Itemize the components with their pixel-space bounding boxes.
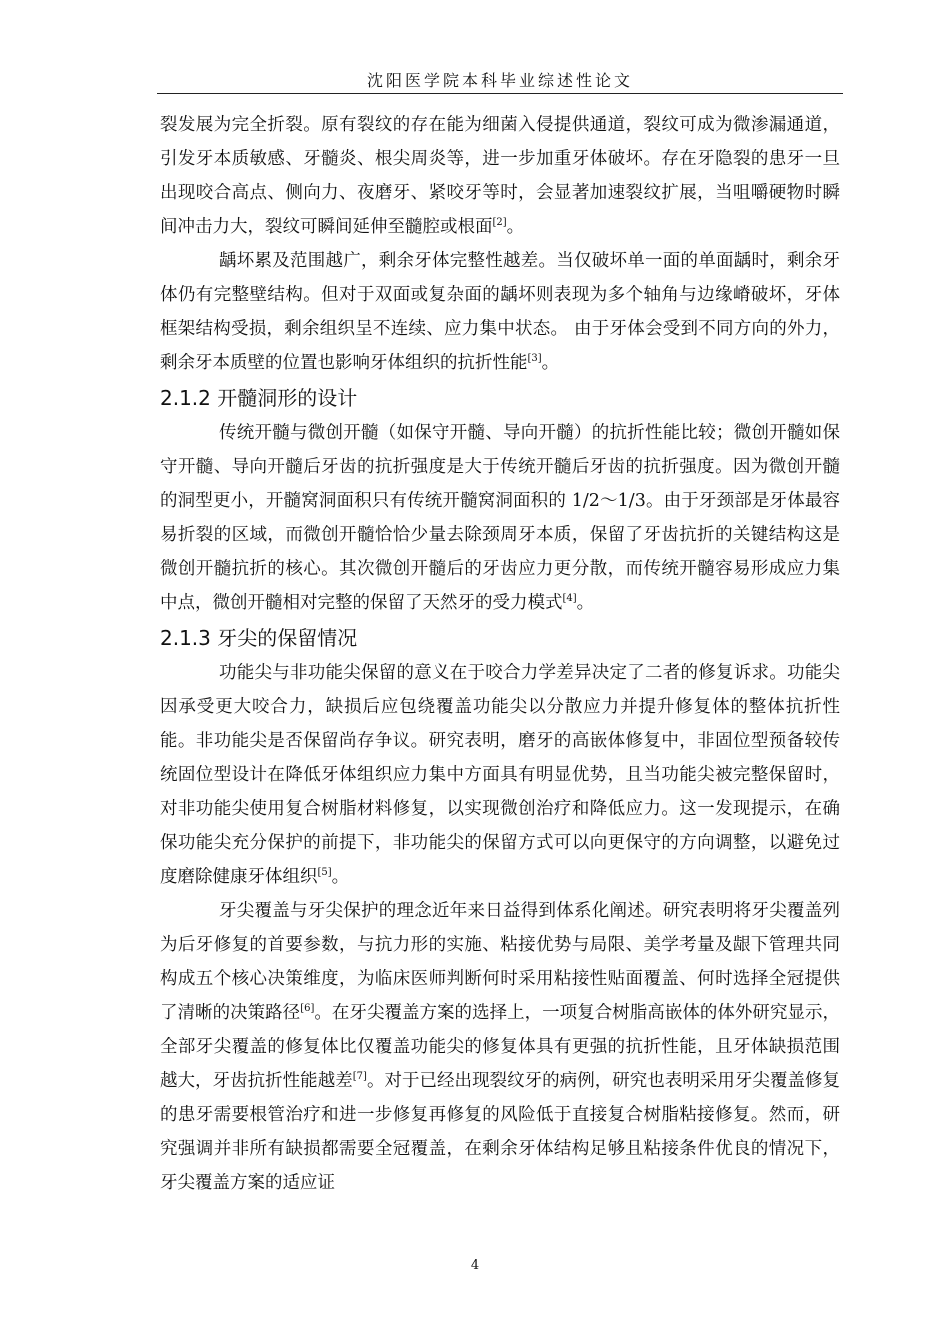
paragraph-text: 龋坏累及范围越广，剩余牙体完整性越差。当仅破坏单一面的单面龋时，剩余牙体仍有完整壁结构。但对于双面或复杂面的龋坏则表现为多个轴角与边缘嵴破坏，牙体框架结构受损，剩余组织呈不连续、应力集中状态。 由于牙体会受到不同方向的外力，剩余牙本质壁的位置也影响牙体组织的抗折性能 [160,251,840,373]
document-body [160,108,840,1200]
paragraph-text: 牙尖覆盖与牙尖保护的理念近年来日益得到体系化阐述。研究表明将牙尖覆盖列为后牙修复的首要参数，与抗力形的实施、粘接优势与局限、美学考量及龈下管理共同构成五个核心决策维度，为临床医师判断何时采用粘接性贴面覆盖、何时选择全冠提供了清晰的决策路径 [160,901,840,1023]
paragraph-access-cavity [160,416,840,620]
paragraph-end: 。 [331,867,350,887]
citation-ref: [5] [317,867,332,879]
paragraph-functional-cusp [160,656,840,894]
citation-ref: [4] [562,593,577,605]
paragraph-text: 裂发展为完全折裂。原有裂纹的存在能为细菌入侵提供通道，裂纹可成为微渗漏通道，引发牙本质敏感、牙髓炎、根尖周炎等，进一步加重牙体破坏。存在牙隐裂的患牙一旦出现咬合高点、侧向力、夜磨牙、紧咬牙等时，会显著加速裂纹扩展，当咀嚼硬物时瞬间冲击力大，裂纹可瞬间延伸至髓腔或根面 [160,115,840,237]
paragraph-text: 。对于已经出现裂纹牙的病例，研究也表明采用牙尖覆盖修复的患牙需要根管治疗和进一步修复再修复的风险低于直接复合树脂粘接修复。然而，研究强调并非所有缺损都需要全冠覆盖，在剩余牙体结构足够且粘接条件优良的情况下，牙尖覆盖方案的适应证 [160,1071,841,1193]
paragraph-end: 。 [541,353,560,373]
paragraph-caries [160,244,840,380]
citation-ref: [2] [492,217,507,229]
section-heading-cusp-preservation: 2.1.3 牙尖的保留情况 [160,626,358,650]
header-rule [157,93,843,94]
page-number: 4 [470,1258,480,1273]
section-heading-access-cavity: 2.1.2 开髓洞形的设计 [160,386,358,410]
paragraph-crack-continuation [160,108,840,244]
page-header: 沈阳医学院本科毕业综述性论文 [366,71,633,90]
paragraph-text: 。在牙尖覆盖方案的选择上，一项复合树脂高嵌体的体外研究显示，全部牙尖覆盖的修复体比仅覆盖功能尖的修复体具有更强的抗折性能，且牙体缺损范围越大，牙齿抗折性能越差 [160,1003,841,1091]
citation-ref: [3] [527,353,542,365]
paragraph-end: 。 [576,593,595,613]
paragraph-text: 功能尖与非功能尖保留的意义在于咬合力学差异决定了二者的修复诉求。功能尖因承受更大咬合力，缺损后应包绕覆盖功能尖以分散应力并提升修复体的整体抗折性能。非功能尖是否保留尚存争议。研究表明，磨牙的高嵌体修复中，非固位型预备较传统固位型设计在降低牙体组织应力集中方面具有明显优势，且当功能尖被完整保留时，对非功能尖使用复合树脂材料修复，以实现微创治疗和降低应力。这一发现提示，在确保功能尖充分保护的前提下，非功能尖的保留方式可以向更保守的方向调整，以避免过度磨除健康牙体组织 [160,663,840,887]
paragraph-end: 。 [506,217,525,237]
citation-ref: [7] [352,1071,367,1083]
paragraph-cusp-coverage [160,894,840,1200]
citation-ref: [6] [300,1003,315,1015]
paragraph-text: 传统开髓与微创开髓（如保守开髓、导向开髓）的抗折性能比较；微创开髓如保守开髓、导向开髓后牙齿的抗折强度是大于传统开髓后牙齿的抗折强度。因为微创开髓的洞型更小，开髓窝洞面积只有传统开髓窝洞面积的 1/2～1/3。由于牙颈部是牙体最容易折裂的区域，而微创开髓恰恰少量去除颈周牙本质，保留了牙齿抗折的关键结构这是微创开髓抗折的核心。其次微创开髓后的牙齿应力更分散，而传统开髓容易形成应力集中点，微创开髓相对完整的保留了天然牙的受力模式 [160,423,840,613]
